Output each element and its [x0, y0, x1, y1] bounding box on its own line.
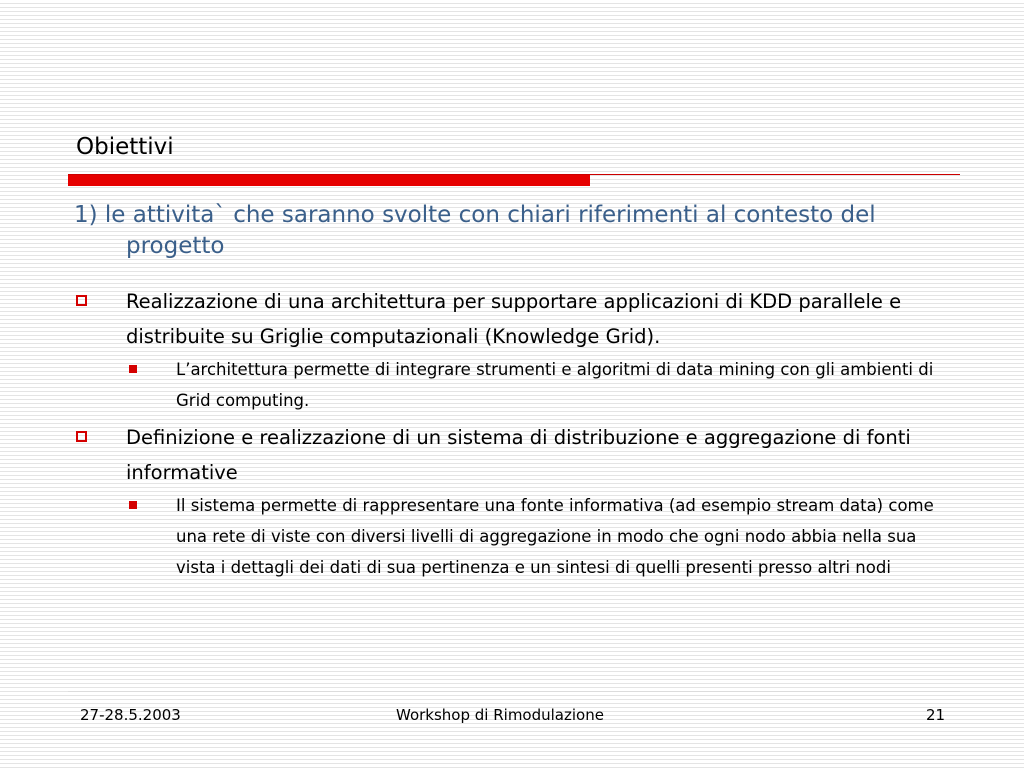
- title-rule-thick-bar: [68, 175, 590, 186]
- slide-body: [74, 200, 960, 583]
- bullet-item-1-text: Realizzazione di una architettura per supportare applicazioni di KDD parallele e distribuite su Griglie computazionali (Knowledge Grid).: [126, 290, 902, 348]
- hollow-square-bullet-icon: [76, 431, 87, 442]
- sub-bullet-item-1: [74, 354, 960, 416]
- hollow-square-bullet-icon: [76, 295, 87, 306]
- slide-title: Obiettivi: [76, 134, 174, 160]
- footer-page-number: 21: [926, 706, 946, 724]
- footer-event-title: Workshop di Rimodulazione: [396, 706, 604, 724]
- footer-date: 27-28.5.2003: [80, 706, 181, 724]
- filled-square-bullet-icon: [129, 501, 137, 509]
- bullet-item-2: [74, 420, 960, 490]
- title-rule: [68, 174, 960, 187]
- footer-divider: [68, 691, 960, 692]
- sub-bullet-item-1-text: L’architettura permette di integrare strumenti e algoritmi di data mining con gli ambienti di Grid computing.: [176, 360, 934, 410]
- sub-bullet-item-2: [74, 490, 960, 583]
- lead-heading: 1) le attivita` che saranno svolte con chiari riferimenti al contesto del progetto: [74, 202, 876, 259]
- bullet-item-1: [74, 284, 960, 354]
- filled-square-bullet-icon: [129, 365, 137, 373]
- sub-bullet-item-2-text: Il sistema permette di rappresentare una fonte informativa (ad esempio stream data) come una rete di viste con diversi livelli di aggregazione in modo che ogni nodo abbia nella sua vista i dettagli dei dati di sua pertinenza e un sintesi di quelli presenti presso altri nodi: [176, 496, 934, 577]
- bullet-item-2-text: Definizione e realizzazione di un sistema di distribuzione e aggregazione di fonti informative: [126, 426, 911, 484]
